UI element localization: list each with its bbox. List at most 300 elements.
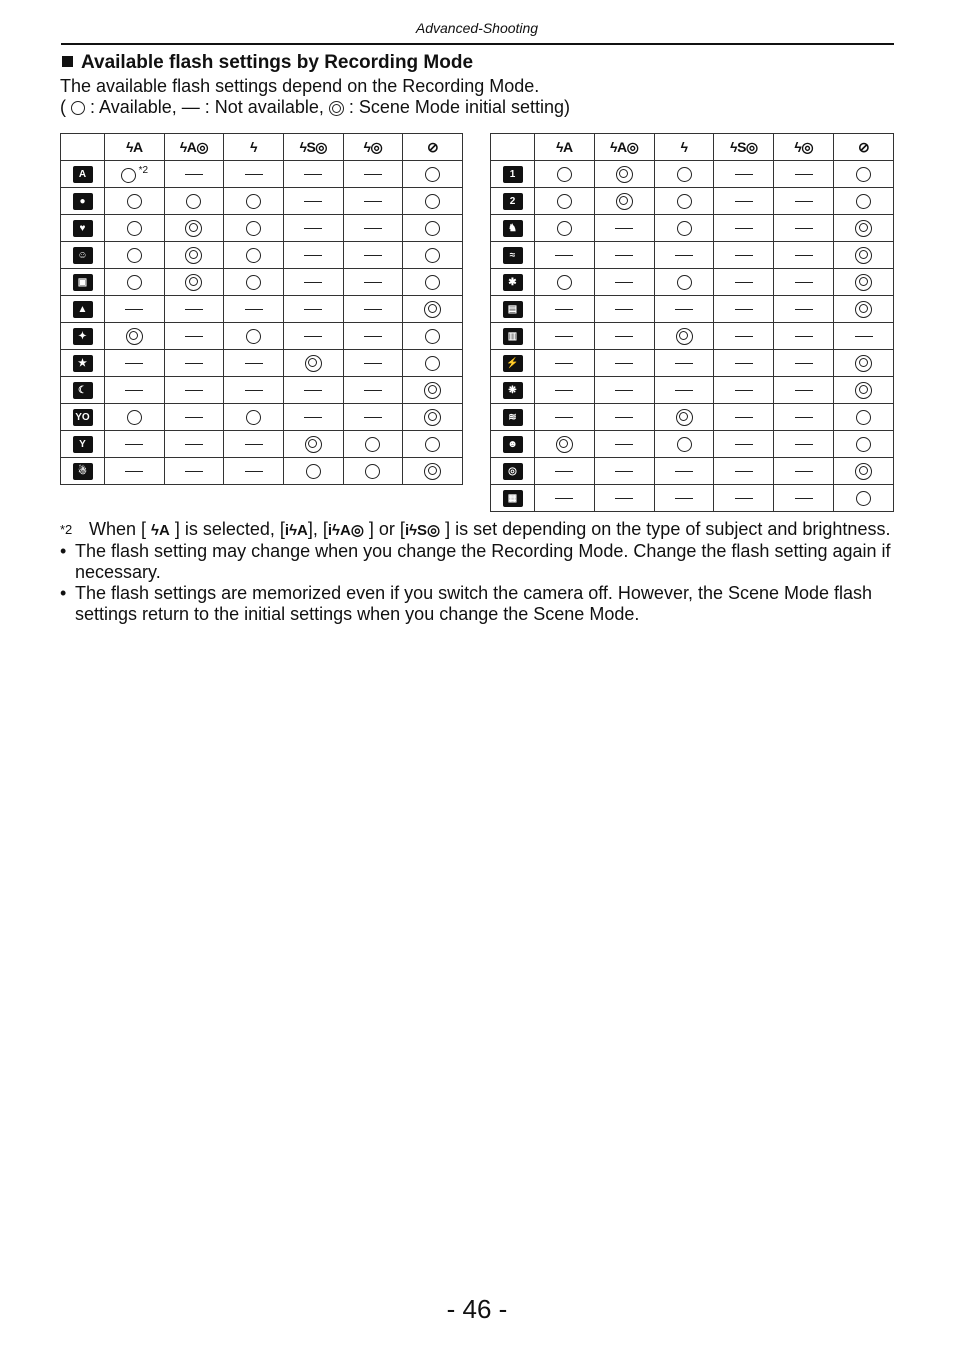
recording-mode-icon: ☺ xyxy=(73,247,93,264)
setting-cell xyxy=(654,242,714,269)
legend-not-available: — : Not available, xyxy=(181,97,324,117)
available-circle-icon xyxy=(246,329,261,344)
setting-cell xyxy=(283,161,343,188)
not-available-dash-icon xyxy=(364,390,382,392)
flash-setting-icon: ϟ◎ xyxy=(363,138,383,155)
initial-setting-double-circle-icon xyxy=(855,382,872,399)
mode-cell xyxy=(491,485,535,512)
setting-cell xyxy=(343,431,403,458)
setting-cell xyxy=(403,350,463,377)
setting-cell xyxy=(654,404,714,431)
setting-cell xyxy=(343,269,403,296)
header-row xyxy=(61,134,463,161)
setting-cell xyxy=(343,296,403,323)
table-row xyxy=(491,458,894,485)
not-available-dash-icon xyxy=(735,444,753,446)
not-available-dash-icon xyxy=(125,471,143,473)
not-available-dash-icon xyxy=(555,336,573,338)
available-circle-icon xyxy=(127,194,142,209)
initial-setting-double-circle-icon xyxy=(305,355,322,372)
initial-setting-double-circle-icon xyxy=(424,382,441,399)
recording-mode-icon: Y xyxy=(73,436,93,453)
flash-table-right xyxy=(490,133,894,512)
not-available-dash-icon xyxy=(185,417,203,419)
table-row xyxy=(491,323,894,350)
setting-cell xyxy=(714,377,774,404)
mode-cell xyxy=(61,350,105,377)
recording-mode-icon: ❋ xyxy=(503,382,523,399)
not-available-dash-icon xyxy=(304,255,322,257)
not-available-dash-icon xyxy=(795,363,813,365)
recording-mode-icon: ≋ xyxy=(503,409,523,426)
available-circle-icon xyxy=(71,101,85,115)
recording-mode-icon: ★ xyxy=(73,355,93,372)
available-circle-icon xyxy=(121,168,136,183)
not-available-dash-icon xyxy=(795,417,813,419)
setting-cell xyxy=(105,269,165,296)
setting-cell xyxy=(105,458,165,485)
available-circle-icon xyxy=(425,248,440,263)
notes xyxy=(60,519,896,625)
available-circle-icon xyxy=(856,194,871,209)
setting-cell xyxy=(105,431,165,458)
recording-mode-icon: ▦ xyxy=(503,490,523,507)
setting-cell xyxy=(105,323,165,350)
not-available-dash-icon xyxy=(304,174,322,176)
not-available-dash-icon xyxy=(364,174,382,176)
intelligent-slow-sync-redeye-icon: iϟS◎ xyxy=(404,522,441,539)
table-row xyxy=(61,269,463,296)
recording-mode-icon: ⚡ xyxy=(503,355,523,372)
not-available-dash-icon xyxy=(245,309,263,311)
header-cell xyxy=(403,134,463,161)
flash-setting-icon: ⊘ xyxy=(857,138,870,155)
recording-mode-icon: ▲ xyxy=(73,301,93,318)
not-available-dash-icon xyxy=(555,417,573,419)
setting-cell xyxy=(535,377,595,404)
header-cell xyxy=(164,134,224,161)
not-available-dash-icon xyxy=(125,390,143,392)
not-available-dash-icon xyxy=(304,309,322,311)
not-available-dash-icon xyxy=(615,309,633,311)
setting-cell xyxy=(654,215,714,242)
setting-cell xyxy=(834,269,894,296)
setting-cell xyxy=(535,485,595,512)
setting-cell xyxy=(283,188,343,215)
not-available-dash-icon xyxy=(615,471,633,473)
setting-cell xyxy=(654,188,714,215)
header-cell xyxy=(714,134,774,161)
initial-setting-double-circle-icon xyxy=(424,463,441,480)
setting-cell xyxy=(535,323,595,350)
setting-cell xyxy=(654,269,714,296)
table-row xyxy=(491,404,894,431)
setting-cell xyxy=(343,323,403,350)
setting-cell xyxy=(594,269,654,296)
setting-cell xyxy=(343,404,403,431)
not-available-dash-icon xyxy=(615,417,633,419)
setting-cell xyxy=(105,296,165,323)
available-circle-icon xyxy=(557,167,572,182)
setting-cell xyxy=(594,323,654,350)
setting-cell xyxy=(654,161,714,188)
available-circle-icon xyxy=(425,437,440,452)
setting-cell xyxy=(834,377,894,404)
not-available-dash-icon xyxy=(615,498,633,500)
setting-cell xyxy=(834,188,894,215)
available-circle-icon xyxy=(186,194,201,209)
initial-setting-double-circle-icon xyxy=(855,355,872,372)
available-circle-icon xyxy=(677,167,692,182)
footnote-text-e: ] is set depending on the type of subject and brightness. xyxy=(445,519,891,539)
intro-line-2 xyxy=(60,97,570,118)
header-cell xyxy=(224,134,284,161)
not-available-dash-icon xyxy=(615,390,633,392)
not-available-dash-icon xyxy=(245,390,263,392)
mode-cell xyxy=(491,350,535,377)
setting-cell xyxy=(403,323,463,350)
setting-cell xyxy=(164,377,224,404)
available-circle-icon xyxy=(425,221,440,236)
setting-cell xyxy=(164,188,224,215)
available-circle-icon xyxy=(425,275,440,290)
mode-cell xyxy=(491,161,535,188)
header-cell xyxy=(654,134,714,161)
header-cell xyxy=(105,134,165,161)
not-available-dash-icon xyxy=(675,471,693,473)
available-circle-icon xyxy=(425,194,440,209)
initial-setting-double-circle-icon xyxy=(329,101,344,116)
setting-cell xyxy=(105,350,165,377)
not-available-dash-icon xyxy=(185,336,203,338)
setting-cell xyxy=(774,215,834,242)
setting-cell xyxy=(594,431,654,458)
mode-cell xyxy=(61,404,105,431)
not-available-dash-icon xyxy=(735,498,753,500)
not-available-dash-icon xyxy=(125,309,143,311)
table-row xyxy=(491,431,894,458)
available-circle-icon xyxy=(856,491,871,506)
mode-cell xyxy=(61,188,105,215)
intro-line-1: The available flash settings depend on the Recording Mode. xyxy=(60,76,540,96)
available-circle-icon xyxy=(677,221,692,236)
setting-cell xyxy=(283,404,343,431)
available-circle-icon xyxy=(246,410,261,425)
available-circle-icon xyxy=(246,194,261,209)
not-available-dash-icon xyxy=(795,336,813,338)
initial-setting-double-circle-icon xyxy=(676,328,693,345)
table-row xyxy=(61,458,463,485)
setting-cell xyxy=(535,458,595,485)
not-available-dash-icon xyxy=(795,228,813,230)
setting-cell xyxy=(714,404,774,431)
setting-cell xyxy=(343,242,403,269)
setting-cell xyxy=(774,323,834,350)
available-circle-icon xyxy=(856,437,871,452)
setting-cell xyxy=(834,485,894,512)
flash-setting-icon: ϟA xyxy=(556,138,573,155)
initial-setting-double-circle-icon xyxy=(616,166,633,183)
setting-cell xyxy=(403,161,463,188)
not-available-dash-icon xyxy=(185,471,203,473)
footnote-text-b: ] is selected, [ xyxy=(174,519,285,539)
not-available-dash-icon xyxy=(185,309,203,311)
not-available-dash-icon xyxy=(795,174,813,176)
setting-cell xyxy=(164,296,224,323)
heading-text: Available flash settings by Recording Mode xyxy=(81,52,474,73)
not-available-dash-icon xyxy=(555,255,573,257)
setting-cell xyxy=(654,485,714,512)
initial-setting-double-circle-icon xyxy=(556,436,573,453)
setting-cell xyxy=(164,242,224,269)
not-available-dash-icon xyxy=(795,471,813,473)
setting-cell xyxy=(343,161,403,188)
setting-cell xyxy=(654,431,714,458)
recording-mode-icon: ≈ xyxy=(503,247,523,264)
setting-cell xyxy=(774,296,834,323)
setting-cell xyxy=(164,458,224,485)
initial-setting-double-circle-icon xyxy=(855,301,872,318)
setting-cell xyxy=(224,269,284,296)
setting-cell xyxy=(343,188,403,215)
setting-cell xyxy=(283,242,343,269)
table-row xyxy=(491,350,894,377)
section-label: Advanced-Shooting xyxy=(415,20,539,36)
available-circle-icon xyxy=(365,464,380,479)
intelligent-flash-auto-icon: iϟA xyxy=(284,522,308,539)
setting-cell xyxy=(535,296,595,323)
setting-cell xyxy=(654,350,714,377)
not-available-dash-icon xyxy=(735,417,753,419)
setting-cell xyxy=(403,215,463,242)
setting-cell xyxy=(535,161,595,188)
recording-mode-icon: ☾ xyxy=(73,382,93,399)
setting-cell xyxy=(164,161,224,188)
setting-cell xyxy=(594,458,654,485)
setting-cell xyxy=(343,458,403,485)
table-row xyxy=(491,188,894,215)
table-row xyxy=(61,161,463,188)
setting-cell xyxy=(224,188,284,215)
setting-cell xyxy=(714,269,774,296)
available-circle-icon xyxy=(557,275,572,290)
not-available-dash-icon xyxy=(555,498,573,500)
header-cell xyxy=(283,134,343,161)
setting-cell xyxy=(283,377,343,404)
setting-cell xyxy=(283,431,343,458)
available-circle-icon xyxy=(856,410,871,425)
table-row xyxy=(491,161,894,188)
setting-cell xyxy=(654,458,714,485)
setting-cell xyxy=(774,404,834,431)
mode-cell xyxy=(491,377,535,404)
mode-cell xyxy=(61,269,105,296)
setting-cell xyxy=(224,350,284,377)
setting-cell xyxy=(774,458,834,485)
available-circle-icon xyxy=(557,221,572,236)
setting-cell xyxy=(283,458,343,485)
corner-cell xyxy=(491,134,535,161)
not-available-dash-icon xyxy=(304,336,322,338)
setting-cell xyxy=(834,215,894,242)
available-circle-icon xyxy=(127,221,142,236)
footnote-text-c: ], [ xyxy=(307,519,328,539)
header-cell xyxy=(594,134,654,161)
setting-cell xyxy=(403,242,463,269)
available-circle-icon xyxy=(677,275,692,290)
flash-setting-icon: ϟ xyxy=(250,138,258,155)
flash-setting-icon: ϟA◎ xyxy=(179,138,209,155)
not-available-dash-icon xyxy=(364,309,382,311)
setting-cell xyxy=(714,323,774,350)
table-row xyxy=(61,323,463,350)
mode-cell xyxy=(61,377,105,404)
setting-cell xyxy=(714,161,774,188)
recording-mode-icon: ✱ xyxy=(503,274,523,291)
flash-setting-icon: ϟS◎ xyxy=(299,138,328,155)
not-available-dash-icon xyxy=(364,336,382,338)
not-available-dash-icon xyxy=(245,444,263,446)
setting-cell xyxy=(834,458,894,485)
setting-cell xyxy=(834,242,894,269)
table-row xyxy=(491,296,894,323)
recording-mode-icon: ● xyxy=(73,193,93,210)
not-available-dash-icon xyxy=(735,363,753,365)
header-cell xyxy=(834,134,894,161)
initial-setting-double-circle-icon xyxy=(424,301,441,318)
not-available-dash-icon xyxy=(735,174,753,176)
table-row xyxy=(61,431,463,458)
footnote-ref: *2 xyxy=(138,165,149,176)
not-available-dash-icon xyxy=(855,336,873,338)
intro-text xyxy=(60,76,570,118)
not-available-dash-icon xyxy=(675,390,693,392)
table-row xyxy=(491,242,894,269)
mode-cell xyxy=(491,404,535,431)
setting-cell xyxy=(594,350,654,377)
note-bullet-2-text: The flash settings are memorized even if you switch the camera off. However, the Scene Mode flash settings return to the initial settings when you change the Scene Mode. xyxy=(75,583,873,624)
available-circle-icon xyxy=(425,167,440,182)
setting-cell xyxy=(654,296,714,323)
bullet-icon: • xyxy=(60,583,67,603)
setting-cell xyxy=(535,215,595,242)
setting-cell xyxy=(594,377,654,404)
header-cell xyxy=(774,134,834,161)
bullet-icon: • xyxy=(60,541,67,561)
table-row xyxy=(61,188,463,215)
mode-cell xyxy=(61,296,105,323)
initial-setting-double-circle-icon xyxy=(185,274,202,291)
table-row xyxy=(61,296,463,323)
setting-cell xyxy=(654,323,714,350)
setting-cell xyxy=(105,215,165,242)
legend-open: ( xyxy=(60,97,66,117)
setting-cell xyxy=(714,458,774,485)
setting-cell xyxy=(594,188,654,215)
setting-cell xyxy=(714,215,774,242)
flash-setting-icon: ϟA xyxy=(126,138,143,155)
not-available-dash-icon xyxy=(185,174,203,176)
flash-setting-icon: ϟ◎ xyxy=(794,138,814,155)
header-cell xyxy=(535,134,595,161)
recording-mode-icon: A xyxy=(73,166,93,183)
available-circle-icon xyxy=(246,248,261,263)
available-circle-icon xyxy=(127,275,142,290)
initial-setting-double-circle-icon xyxy=(855,463,872,480)
mode-cell xyxy=(61,323,105,350)
footnote-mark: *2 xyxy=(60,522,73,537)
available-circle-icon xyxy=(127,248,142,263)
not-available-dash-icon xyxy=(615,444,633,446)
mode-cell xyxy=(491,188,535,215)
recording-mode-icon: ▤ xyxy=(503,301,523,318)
not-available-dash-icon xyxy=(795,444,813,446)
corner-cell xyxy=(61,134,105,161)
setting-cell xyxy=(774,188,834,215)
table-row xyxy=(61,242,463,269)
not-available-dash-icon xyxy=(735,336,753,338)
not-available-dash-icon xyxy=(675,309,693,311)
flash-setting-icon: ϟS◎ xyxy=(730,138,758,155)
recording-mode-icon: ◎ xyxy=(503,463,523,480)
available-circle-icon xyxy=(425,356,440,371)
not-available-dash-icon xyxy=(615,228,633,230)
setting-cell xyxy=(164,323,224,350)
setting-cell xyxy=(774,161,834,188)
setting-cell xyxy=(224,431,284,458)
setting-cell xyxy=(714,188,774,215)
mode-cell xyxy=(61,431,105,458)
setting-cell xyxy=(834,404,894,431)
setting-cell xyxy=(714,296,774,323)
setting-cell xyxy=(535,242,595,269)
setting-cell xyxy=(834,323,894,350)
setting-cell xyxy=(283,323,343,350)
table-row xyxy=(491,377,894,404)
setting-cell xyxy=(714,431,774,458)
not-available-dash-icon xyxy=(675,498,693,500)
available-circle-icon xyxy=(127,410,142,425)
not-available-dash-icon xyxy=(245,363,263,365)
setting-cell xyxy=(594,404,654,431)
setting-cell xyxy=(774,242,834,269)
setting-cell xyxy=(535,269,595,296)
not-available-dash-icon xyxy=(735,255,753,257)
setting-cell xyxy=(403,296,463,323)
initial-setting-double-circle-icon xyxy=(424,409,441,426)
not-available-dash-icon xyxy=(185,390,203,392)
setting-cell xyxy=(283,296,343,323)
setting-cell xyxy=(164,350,224,377)
mode-cell xyxy=(491,431,535,458)
intelligent-flash-auto-redeye-icon: iϟA◎ xyxy=(327,522,364,539)
mode-cell xyxy=(491,242,535,269)
not-available-dash-icon xyxy=(245,471,263,473)
setting-cell xyxy=(105,242,165,269)
setting-cell xyxy=(654,377,714,404)
mode-cell xyxy=(491,215,535,242)
mode-cell xyxy=(61,242,105,269)
setting-cell xyxy=(403,458,463,485)
setting-cell xyxy=(714,242,774,269)
setting-cell xyxy=(403,269,463,296)
mode-cell xyxy=(61,458,105,485)
not-available-dash-icon xyxy=(364,363,382,365)
setting-cell xyxy=(105,188,165,215)
not-available-dash-icon xyxy=(795,255,813,257)
flash-setting-icon: ⊘ xyxy=(427,138,439,155)
recording-mode-icon: ☻ xyxy=(503,436,523,453)
